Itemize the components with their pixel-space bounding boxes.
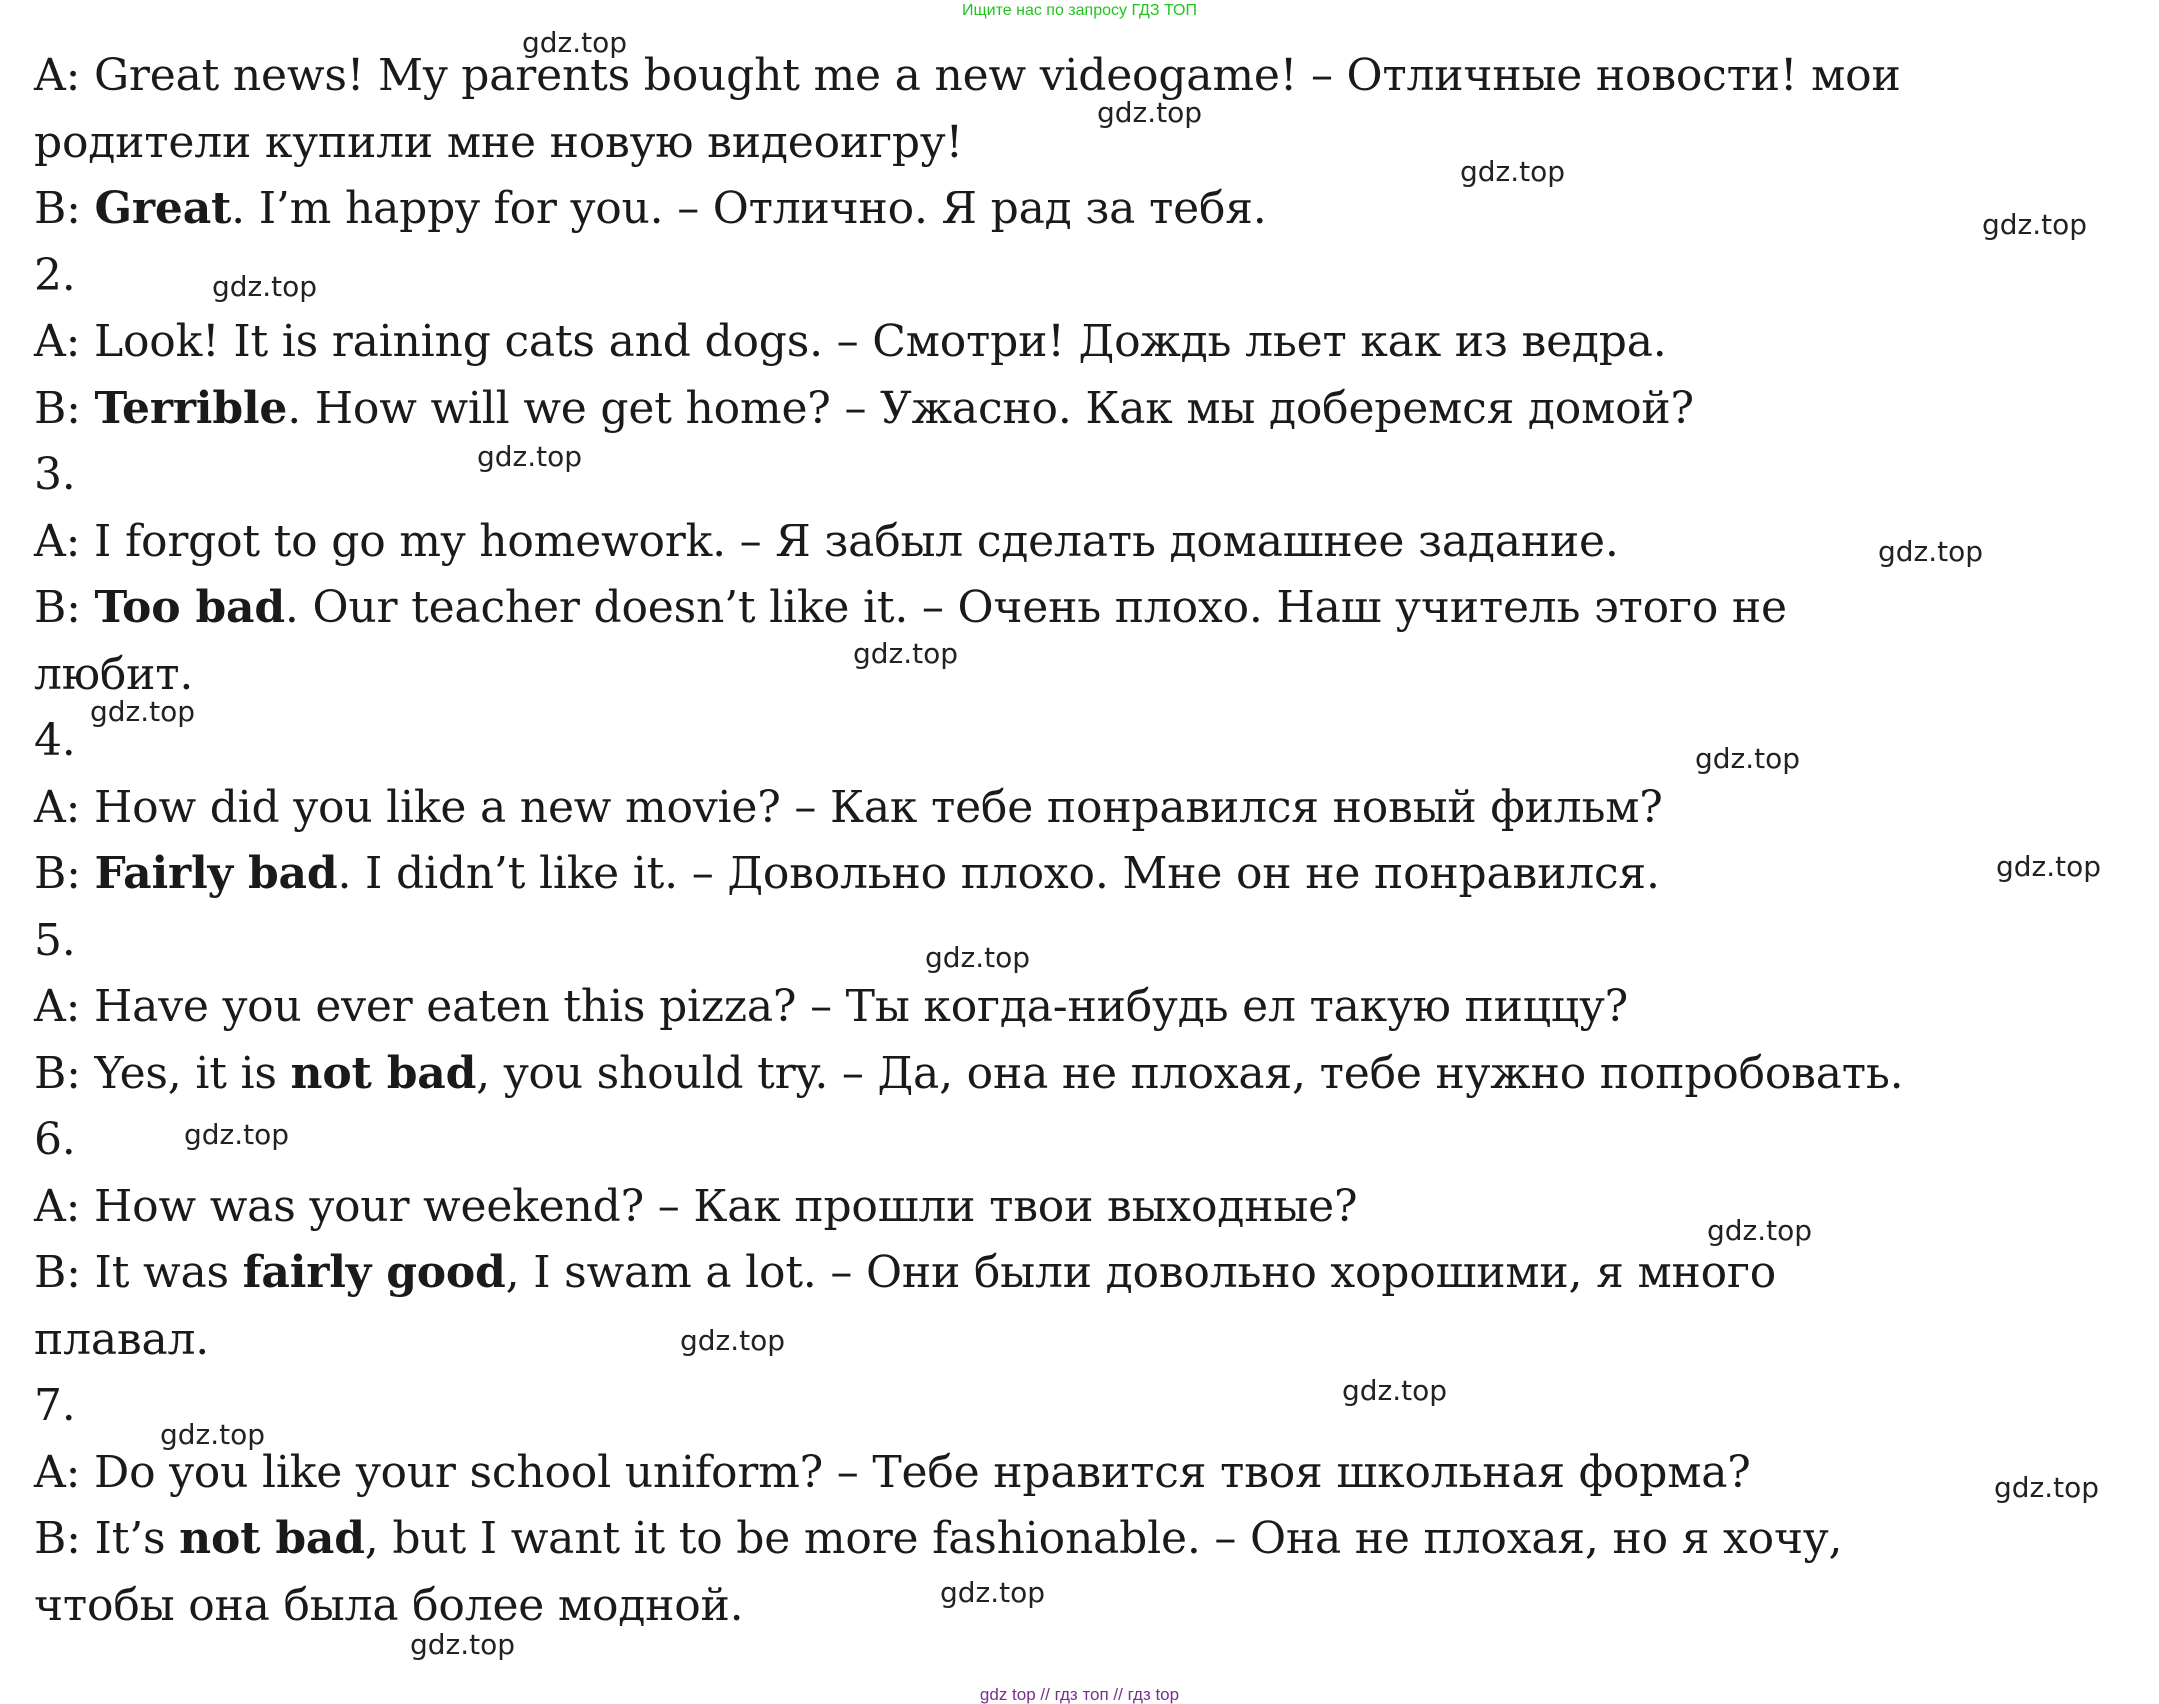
bold-phrase: fairly good [242, 1247, 506, 1298]
watermark-text: gdz.top [1994, 1471, 2100, 1504]
text-span: A: Look! It is raining cats and dogs. – Смотри! Дождь льет как из ведра. [34, 316, 1667, 367]
text-span: . Our teacher doesn’t like it. – Очень плохо. Наш учитель этого не [284, 582, 1787, 633]
text-line [34, 376, 2134, 443]
text-span: B: [34, 382, 95, 434]
text-line [34, 1307, 2134, 1374]
text-span: B: Yes, it is [34, 1047, 291, 1099]
text-span: . How will we get home? – Ужасно. Как мы доберемся домой? [287, 382, 1694, 434]
watermark-text: gdz.top [1342, 1374, 1448, 1407]
text-span: B: [34, 183, 95, 234]
text-line [34, 1174, 2134, 1241]
text-line [34, 708, 2134, 775]
text-span: 7. [34, 1380, 76, 1431]
text-line [34, 176, 2134, 243]
text-line [34, 1107, 2134, 1174]
text-span: , I swam a lot. – Они были довольно хорошими, я много [505, 1247, 1777, 1298]
text-span: . I didn’t like it. – Довольно плохо. Мне он не понравился. [337, 848, 1660, 899]
text-span: , you should try. – Да, она не плохая, тебе нужно попробовать. [476, 1047, 1904, 1099]
text-span: B: [34, 582, 95, 633]
text-span: B: It’s [34, 1513, 180, 1564]
text-line [34, 43, 2134, 110]
bold-phrase: Fairly bad [94, 848, 338, 899]
text-line [34, 841, 2134, 908]
text-span: чтобы она была более модной. [34, 1579, 744, 1631]
text-line [34, 974, 2134, 1041]
text-line [34, 575, 2134, 642]
text-span: A: I forgot to go my homework. – Я забыл сделать домашнее задание. [34, 515, 1619, 567]
text-span: , but I want it to be more fashionable. – Она не плохая, но я хочу, [364, 1513, 1843, 1564]
text-span: плавал. [34, 1313, 210, 1365]
watermark-text: gdz.top [410, 1628, 516, 1661]
text-span: 2. [34, 249, 76, 301]
watermark-text: gdz.top [1982, 208, 2088, 241]
watermark-text: gdz.top [925, 941, 1031, 974]
text-line [34, 775, 2134, 842]
text-line [34, 908, 2134, 975]
text-span: любит. [34, 648, 194, 700]
text-span: A: Do you like your school uniform? – Тебе нравится твоя школьная форма? [34, 1446, 1751, 1498]
bold-phrase: Too bad [94, 582, 285, 633]
watermark-text: gdz.top [212, 270, 318, 303]
watermark-text: gdz.top [522, 26, 628, 59]
text-span: 5. [34, 914, 76, 966]
text-span: B: It was [34, 1247, 243, 1298]
text-line [34, 243, 2134, 310]
text-line [34, 442, 2134, 509]
watermark-text: gdz.top [90, 695, 196, 728]
watermark-text: gdz.top [1878, 535, 1984, 568]
text-span: A: How was your weekend? – Как прошли твои выходные? [34, 1180, 1358, 1232]
watermark-text: gdz.top [940, 1576, 1046, 1609]
text-span: 4. [34, 715, 76, 766]
document-body [34, 43, 2134, 1639]
text-line [34, 1440, 2134, 1507]
watermark-text: gdz.top [1707, 1214, 1813, 1247]
text-span: . I’m happy for you. – Отлично. Я рад за тебя. [231, 183, 1267, 234]
text-line [34, 1573, 2134, 1640]
text-span: 3. [34, 449, 76, 500]
text-line [34, 1373, 2134, 1440]
text-span: A: Great news! My parents bought me a new videogame! – Отличные новости! мои [34, 50, 1901, 101]
text-line [34, 309, 2134, 376]
text-span: 6. [34, 1114, 76, 1165]
text-span: родители купили мне новую видеоигру! [34, 116, 964, 168]
footer: gdz top // гдз топ // гдз top [979, 1685, 1180, 1704]
text-span: A: Have you ever eaten this pizza? – Ты когда-нибудь ел такую пиццу? [34, 981, 1629, 1032]
bold-phrase: not bad [179, 1513, 365, 1564]
text-span: B: [34, 848, 95, 899]
text-span: A: How did you like a new movie? – Как тебе понравился новый фильм? [34, 781, 1663, 833]
watermark-text: gdz.top [1097, 96, 1203, 129]
text-line [34, 509, 2134, 576]
text-line [34, 110, 2134, 177]
watermark-text: gdz.top [1460, 155, 1566, 188]
top-banner: Ищите нас по запросу ГДЗ ТОП [962, 2, 1197, 19]
text-line [34, 1041, 2134, 1108]
watermark-text: gdz.top [184, 1118, 290, 1151]
bold-phrase: not bad [290, 1047, 477, 1099]
watermark-text: gdz.top [477, 440, 583, 473]
text-line [34, 1240, 2134, 1307]
text-line [34, 1506, 2134, 1573]
watermark-text: gdz.top [1695, 742, 1801, 775]
watermark-text: gdz.top [160, 1418, 266, 1451]
watermark-text: gdz.top [1996, 850, 2102, 883]
text-line [34, 642, 2134, 709]
bold-phrase: Terrible [94, 382, 288, 434]
bold-phrase: Great [94, 183, 232, 234]
watermark-text: gdz.top [680, 1324, 786, 1357]
watermark-text: gdz.top [853, 637, 959, 670]
